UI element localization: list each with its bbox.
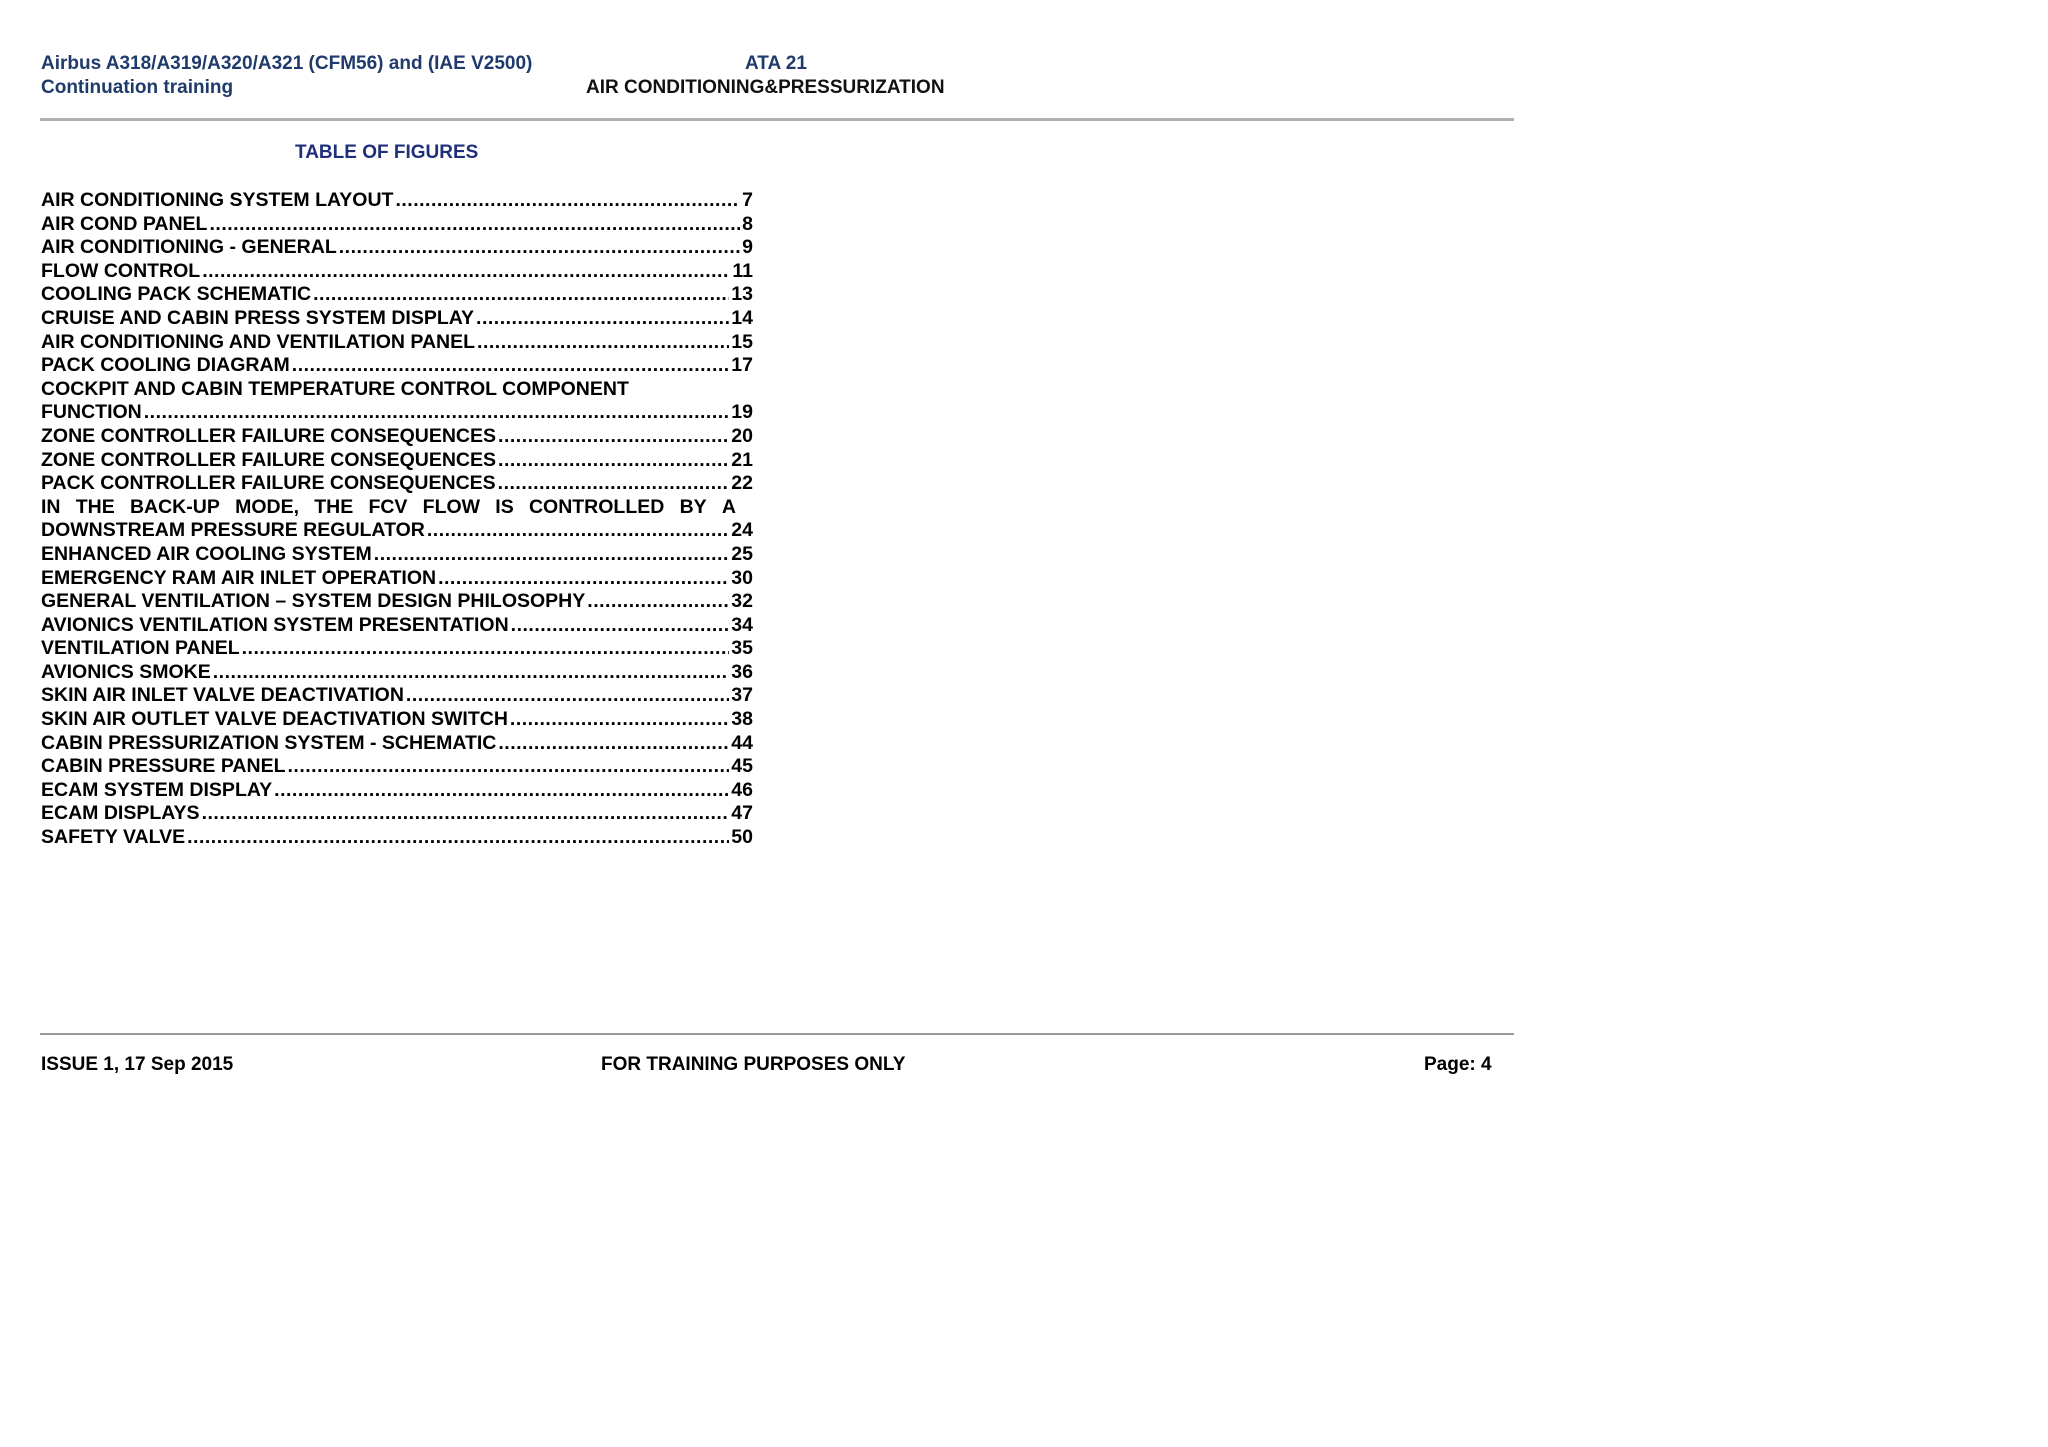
toc-entry-page: 38 [731, 708, 753, 731]
toc-entry-text: ENHANCED AIR COOLING SYSTEM [41, 542, 372, 565]
toc-entry[interactable] [41, 637, 753, 661]
toc-entry-line [41, 236, 753, 260]
toc-entry[interactable] [41, 543, 753, 567]
toc-leader-dots [438, 567, 729, 591]
toc-entry[interactable] [41, 213, 753, 237]
toc-entry[interactable] [41, 802, 753, 826]
toc-entry-text: AVIONICS VENTILATION SYSTEM PRESENTATION [41, 613, 509, 636]
toc-entry-text: ECAM DISPLAYS [41, 802, 200, 825]
toc-entry-page: 46 [731, 778, 753, 801]
footer-issue: ISSUE 1, 17 Sep 2015 [41, 1054, 234, 1075]
toc-entry-page: 30 [731, 566, 753, 589]
toc-entry-line [41, 283, 753, 307]
toc-list [41, 189, 753, 850]
toc-entry-text: AIR CONDITIONING SYSTEM LAYOUT [41, 189, 394, 211]
toc-leader-dots [498, 425, 729, 449]
toc-leader-dots [498, 449, 729, 473]
toc-entry-page: 15 [731, 330, 753, 353]
toc-word: THE [314, 495, 354, 518]
toc-entry-page: 36 [731, 660, 753, 683]
toc-word: BY [679, 495, 707, 518]
toc-word: FLOW [422, 495, 481, 518]
toc-entry[interactable] [41, 283, 753, 307]
toc-entry-text: EMERGENCY RAM AIR INLET OPERATION [41, 566, 437, 589]
toc-entry-line [41, 802, 753, 826]
toc-leader-dots [209, 213, 740, 237]
toc-entry-text: CABIN PRESSURE PANEL [41, 755, 286, 778]
toc-leader-dots [202, 260, 730, 284]
toc-entry-page: 20 [731, 424, 753, 447]
toc-word: IN [41, 495, 61, 518]
toc-leader-dots [242, 637, 730, 661]
toc-entry-page: 35 [731, 637, 753, 660]
toc-leader-dots [144, 401, 730, 425]
toc-entry-line [41, 614, 753, 638]
toc-entry-line [41, 661, 753, 685]
toc-entry-text: AIR CONDITIONING - GENERAL [41, 236, 337, 259]
toc-entry[interactable] [41, 378, 753, 425]
toc-entry[interactable] [41, 189, 753, 213]
toc-entry-page: 37 [731, 684, 753, 707]
toc-entry[interactable] [41, 567, 753, 591]
toc-entry[interactable] [41, 755, 753, 779]
toc-leader-dots [313, 283, 729, 307]
toc-entry-line [41, 307, 753, 331]
toc-word: MODE, [235, 495, 299, 518]
toc-entry-page: 11 [732, 259, 753, 282]
toc-entry-page: 45 [731, 755, 753, 778]
toc-entry-line [41, 189, 753, 213]
toc-entry-page: 21 [731, 448, 753, 471]
toc-leader-dots [511, 614, 730, 638]
toc-word: CONTROLLED [528, 495, 665, 518]
toc-entry-line [41, 567, 753, 591]
toc-entry-page: 8 [742, 212, 753, 235]
toc-word: FCV [368, 495, 408, 518]
toc-leader-dots [274, 779, 729, 803]
toc-entry-text: CABIN PRESSURIZATION SYSTEM - SCHEMATIC [41, 731, 497, 754]
toc-entry[interactable] [41, 661, 753, 685]
toc-entry[interactable] [41, 260, 753, 284]
toc-entry-text-line1: COCKPIT AND CABIN TEMPERATURE CONTROL COMPONENT [41, 377, 629, 400]
toc-entry-text: VENTILATION PANEL [41, 637, 240, 660]
toc-leader-dots [288, 755, 730, 779]
toc-leader-dots [427, 519, 729, 543]
toc-word: BACK-UP [129, 495, 220, 518]
toc-entry-line [41, 213, 753, 237]
footer-page-number: Page: 4 [1424, 1054, 1492, 1075]
footer-divider [40, 1033, 1514, 1035]
toc-entry-line [41, 331, 753, 355]
header-chapter: ATA 21 [745, 53, 807, 74]
toc-entry-text: PACK COOLING DIAGRAM [41, 354, 290, 377]
toc-entry-text: AIR COND PANEL [41, 212, 208, 235]
toc-leader-dots [374, 543, 730, 567]
toc-entry-text: SKIN AIR OUTLET VALVE DEACTIVATION SWITCH [41, 708, 508, 731]
toc-entry-page: 9 [742, 236, 753, 259]
toc-entry-page: 22 [731, 472, 753, 495]
toc-entry-text: AVIONICS SMOKE [41, 660, 211, 683]
toc-entry-text: ECAM SYSTEM DISPLAY [41, 778, 273, 801]
toc-leader-dots [339, 236, 740, 260]
toc-leader-dots [202, 802, 730, 826]
toc-entry[interactable] [41, 331, 753, 355]
toc-entry-text: SKIN AIR INLET VALVE DEACTIVATION [41, 684, 404, 707]
toc-leader-dots [510, 708, 729, 732]
toc-entry-text: FLOW CONTROL [41, 259, 201, 282]
toc-entry-line [41, 708, 753, 732]
toc-entry[interactable] [41, 708, 753, 732]
toc-leader-dots [498, 472, 730, 496]
toc-entry[interactable] [41, 614, 753, 638]
toc-entry-text: ZONE CONTROLLER FAILURE CONSEQUENCES [41, 424, 497, 447]
toc-entry-text: COOLING PACK SCHEMATIC [41, 283, 312, 306]
toc-leader-dots [395, 189, 740, 213]
toc-entry-line [41, 425, 753, 449]
toc-entry[interactable] [41, 425, 753, 449]
toc-entry-text: GENERAL VENTILATION – SYSTEM DESIGN PHILOSOPHY [41, 590, 586, 613]
header-divider [40, 118, 1514, 121]
toc-entry-line [41, 684, 753, 708]
toc-entry-text: CRUISE AND CABIN PRESS SYSTEM DISPLAY [41, 306, 475, 329]
toc-entry-page: 50 [731, 826, 753, 849]
header-title: Airbus A318/A319/A320/A321 (CFM56) and (IAE V2500) [41, 53, 533, 74]
toc-entry-line [41, 732, 753, 756]
toc-entry-page: 32 [731, 590, 753, 613]
header-subtitle: Continuation training [41, 77, 234, 98]
toc-leader-dots [476, 307, 729, 331]
header-chapter-title: AIR CONDITIONING&PRESSURIZATION [586, 77, 945, 98]
toc-entry-page: 24 [731, 519, 753, 542]
toc-entry-page: 17 [731, 354, 753, 377]
toc-entry-line [41, 260, 753, 284]
toc-entry-text-line1 [41, 496, 736, 520]
toc-entry-page: 19 [731, 401, 753, 424]
toc-entry-line [41, 543, 753, 567]
toc-entry-line [41, 755, 753, 779]
toc-title: TABLE OF FIGURES [295, 142, 479, 163]
toc-entry[interactable] [41, 684, 753, 708]
toc-entry[interactable] [41, 307, 753, 331]
toc-word: IS [495, 495, 514, 518]
toc-entry-line [41, 637, 753, 661]
toc-leader-dots [477, 331, 729, 355]
toc-entry-line [41, 590, 753, 614]
toc-leader-dots [498, 732, 729, 756]
toc-entry-page: 14 [731, 306, 753, 329]
toc-entry-page: 13 [731, 283, 753, 306]
toc-entry-text: ZONE CONTROLLER FAILURE CONSEQUENCES [41, 448, 497, 471]
toc-entry-page: 7 [742, 189, 753, 211]
toc-entry-text: SAFETY VALVE [41, 826, 186, 849]
toc-entry-line [41, 449, 753, 473]
toc-entry-line [41, 472, 753, 496]
toc-entry-line [41, 826, 753, 850]
footer-notice: FOR TRAINING PURPOSES ONLY [601, 1054, 906, 1075]
toc-entry-line [41, 401, 753, 425]
toc-entry[interactable] [41, 236, 753, 260]
toc-entry-text: AIR CONDITIONING AND VENTILATION PANEL [41, 330, 476, 353]
toc-entry[interactable] [41, 449, 753, 473]
toc-entry[interactable] [41, 472, 753, 496]
toc-word: THE [75, 495, 115, 518]
toc-leader-dots [187, 826, 729, 850]
toc-entry-page: 34 [731, 613, 753, 636]
toc-entry-line [41, 354, 753, 378]
toc-entry-text: PACK CONTROLLER FAILURE CONSEQUENCES [41, 472, 496, 495]
toc-entry-text: DOWNSTREAM PRESSURE REGULATOR [41, 519, 425, 542]
toc-entry[interactable] [41, 354, 753, 378]
toc-entry-line [41, 779, 753, 803]
toc-leader-dots [292, 354, 730, 378]
toc-entry-text: FUNCTION [41, 401, 142, 424]
toc-entry-line [41, 519, 753, 543]
toc-leader-dots [587, 590, 729, 614]
toc-entry[interactable] [41, 826, 753, 850]
toc-entry-page: 47 [731, 802, 753, 825]
toc-leader-dots [213, 661, 730, 685]
toc-entry-page: 44 [731, 731, 753, 754]
toc-word: A [721, 495, 736, 518]
toc-leader-dots [406, 684, 729, 708]
toc-entry[interactable] [41, 779, 753, 803]
toc-entry-page: 25 [731, 542, 753, 565]
toc-entry[interactable] [41, 496, 753, 543]
toc-entry[interactable] [41, 732, 753, 756]
toc-entry[interactable] [41, 590, 753, 614]
